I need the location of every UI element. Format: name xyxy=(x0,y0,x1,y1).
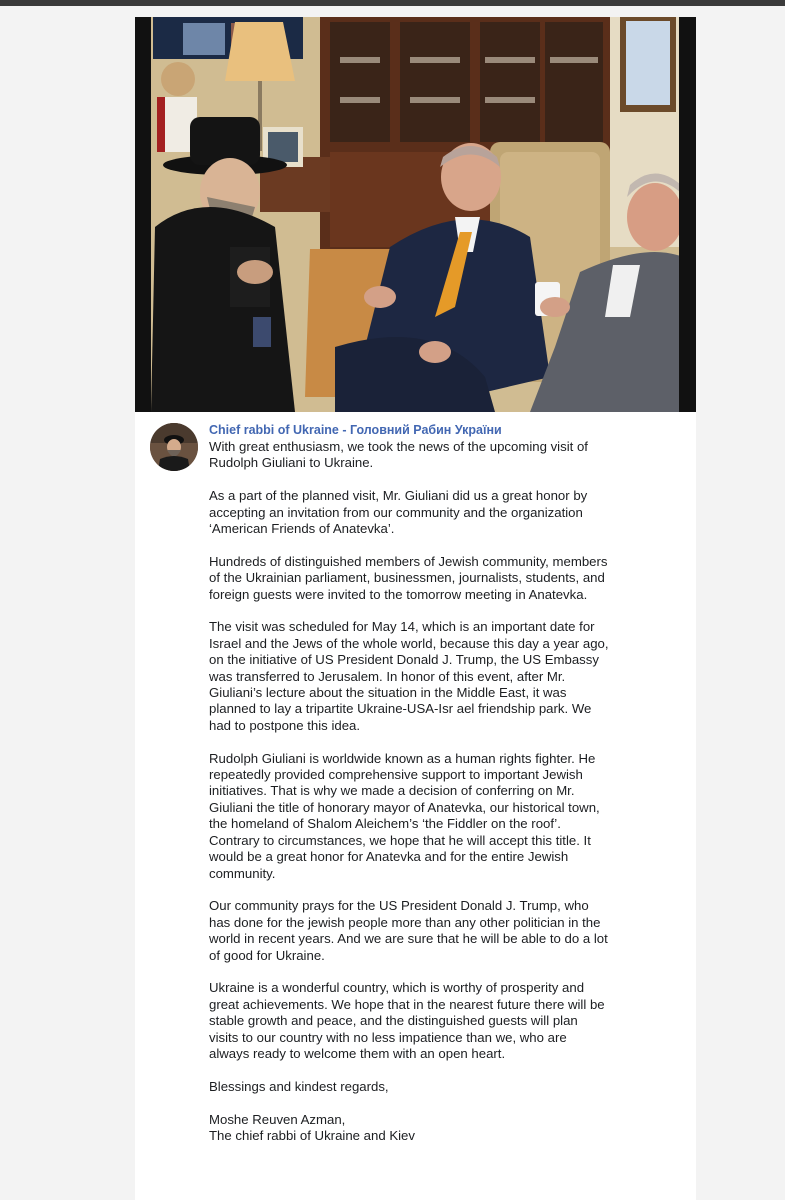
signature-name: Moshe Reuven Azman, xyxy=(209,1111,346,1127)
post-body xyxy=(209,439,609,1144)
author-name-link[interactable]: Chief rabbi of Ukraine - Головний Рабин України xyxy=(209,423,502,437)
post-paragraph: Blessings and kindest regards, xyxy=(209,1078,389,1094)
post-paragraph: Ukraine is a wonderful country, which is worthy of prosperity and great achievements. We hope that in the nearest future there will be stable growth and peace, and the distinguished guests will plan visits to our country with no less impatience than we, who are always ready to welcome them with an open heart. xyxy=(209,980,605,1061)
post-paragraph: The visit was scheduled for May 14, which is an important date for Israel and the Jews of the whole world, because this day a year ago, on the initiative of US President Donald J. Trump, the US Embassy was transferred to Jerusalem. In honor of this event, after Mr. Giuliani’s lecture about the situation in the Middle East, it was planned to lay a tripartite Ukraine-USA-Isr ael friendship park. We had to postpone this idea. xyxy=(209,619,609,733)
top-bar xyxy=(0,0,785,6)
post-paragraph: With great enthusiasm, we took the news of the upcoming visit of Rudolph Giuliani to Ukraine. xyxy=(209,439,588,471)
author-avatar[interactable] xyxy=(150,423,198,471)
post-paragraph: Hundreds of distinguished members of Jewish community, members of the Ukrainian parliament, businessmen, journalists, students, and foreign guests were invited to the tomorrow meeting in Anatevka. xyxy=(209,553,608,602)
post-photo[interactable] xyxy=(135,17,696,412)
post-paragraph: Our community prays for the US President Donald J. Trump, who has done for the jewish people more than any other politician in the world in recent years. And we are sure that he will be able to do a lot of good for Ukraine. xyxy=(209,898,608,963)
post-paragraph: As a part of the planned visit, Mr. Giuliani did us a great honor by accepting an invitation from our community and the organization ‘American Friends of Anatevka’. xyxy=(209,488,588,537)
post-paragraph: Rudolph Giuliani is worldwide known as a human rights fighter. He repeatedly provided comprehensive support to important Jewish initiatives. That is why we made a decision of conferring on Mr. Giuliani the title of honorary mayor of Anatevka, our historical town, the homeland of Shalom Aleichem’s ‘the Fiddler on the roof’. Contrary to circumstances, we hope that he will accept this title. It would be a great honor for Anatevka and for the entire Jewish community. xyxy=(209,750,600,881)
signature-title: The chief rabbi of Ukraine and Kiev xyxy=(209,1127,415,1143)
post-card xyxy=(135,17,696,1200)
